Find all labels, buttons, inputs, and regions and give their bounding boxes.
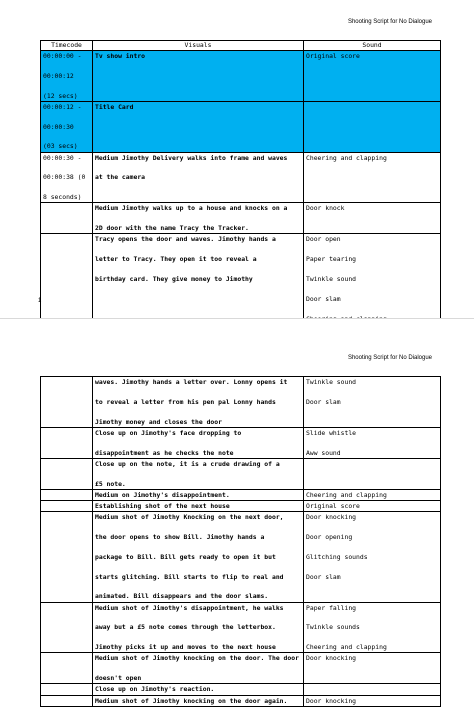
table-row	[41, 101, 441, 152]
table-row	[41, 489, 441, 500]
sound-cell	[304, 653, 441, 684]
visuals-cell	[93, 653, 304, 684]
visuals-cell	[93, 427, 304, 458]
visuals-cell	[93, 512, 304, 602]
cell-line: at the camera	[95, 173, 146, 182]
table-row	[41, 51, 441, 102]
cell-line: Door opening	[306, 533, 353, 541]
table-row	[41, 427, 441, 458]
cell-line: Tracy opens the door and waves. Jimothy hands a	[95, 235, 276, 244]
cell-line	[43, 183, 90, 193]
cell-line: (12 secs)	[43, 91, 78, 100]
cell-line	[95, 214, 301, 224]
timecode-cell	[41, 152, 93, 203]
visuals-cell	[93, 458, 304, 489]
cell-line: animated. Bill disappears and the door slams.	[95, 592, 269, 601]
cell-line: Door open	[306, 235, 341, 244]
timecode-cell	[41, 377, 93, 428]
sound-cell	[304, 684, 441, 695]
table-row	[41, 684, 441, 695]
cell-line: Slide whistle	[306, 428, 357, 437]
cell-line	[306, 613, 438, 623]
cell-line: £5 note.	[95, 479, 126, 488]
table-header-row	[41, 41, 441, 51]
sound-cell	[304, 427, 441, 458]
visuals-cell	[93, 377, 304, 428]
cell-line: package to Bill. Bill gets ready to open it but	[95, 552, 276, 561]
cell-line: 00:00:38 (0	[43, 173, 86, 182]
cell-line: Door knocking	[306, 654, 357, 663]
cell-line: Door slam	[306, 572, 341, 581]
cell-line: Paper tearing	[306, 255, 357, 264]
cell-line: Door knocking	[306, 696, 357, 705]
cell-line	[95, 264, 301, 274]
table-body	[41, 51, 441, 356]
visuals-cell	[93, 152, 304, 203]
cell-line: Medium shot of Jimothy Knocking on the next door,	[95, 513, 284, 522]
cell-line: Title Card	[95, 102, 134, 111]
visuals-cell	[93, 695, 304, 706]
timecode-cell	[41, 684, 93, 695]
cell-line: (03 secs)	[43, 142, 78, 151]
cell-line	[306, 387, 438, 397]
cell-line	[306, 304, 438, 314]
sound-cell	[304, 203, 441, 234]
table-body	[41, 377, 441, 707]
cell-line	[43, 132, 90, 142]
cell-line	[95, 469, 301, 479]
cell-line: Door slam	[306, 397, 341, 406]
cell-line: Establishing shot of the next house	[95, 502, 230, 510]
page-header: Shooting Script for No Dialogue	[347, 19, 432, 25]
cell-line: birthday card. They give money to Jimothy	[95, 274, 253, 283]
visuals-cell	[93, 501, 304, 512]
sound-cell	[304, 501, 441, 512]
cell-line	[95, 438, 301, 448]
page-1	[0, 0, 474, 318]
cell-line	[95, 542, 301, 552]
table-row	[41, 602, 441, 653]
cell-line	[306, 438, 438, 448]
cell-line: Close up on Jimothy's reaction.	[95, 685, 215, 694]
cell-line: doesn't open	[95, 674, 142, 683]
timecode-cell	[41, 695, 93, 706]
cell-line: away but a £5 note comes through the letterbox.	[95, 623, 276, 632]
cell-line: Paper falling	[306, 603, 357, 612]
cell-line: 2D door with the name Tracy the Tracker.	[95, 224, 249, 233]
cell-line	[43, 112, 90, 122]
cell-line: the door opens to show Bill. Jimothy hands a	[95, 533, 265, 541]
cell-line: Cheering and clapping	[306, 490, 387, 499]
sound-cell	[304, 489, 441, 500]
cell-line	[95, 613, 301, 623]
sound-cell	[304, 458, 441, 489]
cell-line: 00:00:12 -	[43, 102, 82, 111]
cell-line: 00:00:12	[43, 71, 74, 80]
cell-line: Jimothy picks it up and moves to the next house	[95, 643, 276, 652]
cell-line: Aww sound	[306, 448, 341, 457]
cell-line	[306, 633, 438, 643]
cell-line: starts glitching. Bill starts to flip to real and	[95, 572, 284, 581]
table-row	[41, 501, 441, 512]
cell-line	[306, 522, 438, 532]
cell-line: Medium shot of Jimothy knocking on the door. The door	[95, 654, 299, 663]
page-header: Shooting Script for No Dialogue	[347, 355, 432, 361]
cell-line	[95, 582, 301, 592]
visuals-cell	[93, 203, 304, 234]
cell-line: to reveal a letter from his pen pal Lonny hands	[95, 397, 276, 406]
cell-line	[95, 387, 301, 397]
timecode-cell	[41, 101, 93, 152]
table-row	[41, 695, 441, 706]
table-row	[41, 512, 441, 602]
cell-line: Cheering and clapping	[306, 153, 387, 162]
cell-line	[306, 284, 438, 294]
timecode-cell	[41, 427, 93, 458]
cell-line: Tv show intro	[95, 52, 146, 60]
cell-line: Close up on the note, it is a crude drawing of a	[95, 459, 280, 468]
cell-line: 00:00:00 -	[43, 52, 82, 60]
cell-line: Medium Jimothy Delivery walks into frame and waves	[95, 153, 288, 162]
visuals-cell	[93, 101, 304, 152]
sound-cell	[304, 377, 441, 428]
cell-line	[306, 245, 438, 255]
shooting-script-table	[40, 40, 441, 356]
cell-line: Original score	[306, 52, 360, 60]
timecode-cell	[41, 234, 93, 324]
cell-line: Medium Jimothy walks up to a house and knocks on a	[95, 204, 288, 213]
timecode-cell	[41, 203, 93, 234]
timecode-cell	[41, 489, 93, 500]
cell-line	[306, 542, 438, 552]
cell-line: Medium on Jimothy's disappointment.	[95, 490, 230, 499]
cell-line: letter to Tracy. They open it too reveal a	[95, 255, 257, 264]
visuals-cell	[93, 684, 304, 695]
cell-line: Medium shot of Jimothy knocking on the door again.	[95, 696, 288, 705]
cell-line	[95, 407, 301, 417]
page-number: 1	[38, 298, 42, 304]
cell-line	[306, 562, 438, 572]
visuals-cell	[93, 602, 304, 653]
cell-line: Twinkle sound	[306, 274, 357, 283]
cell-line: waves. Jimothy hands a letter over. Lonny opens it	[95, 378, 288, 386]
sound-cell	[304, 512, 441, 602]
cell-line	[95, 633, 301, 643]
cell-line: Medium shot of Jimothy's disappointment, he walks	[95, 603, 284, 612]
table-row	[41, 234, 441, 324]
cell-line: Door knock	[306, 204, 345, 213]
cell-line: Door slam	[306, 294, 341, 303]
cell-line: Twinkle sounds	[306, 623, 360, 632]
timecode-cell	[41, 602, 93, 653]
sound-cell	[304, 101, 441, 152]
cell-line: disappointment as he checks the note	[95, 448, 234, 457]
cell-line	[43, 61, 90, 71]
cell-line: Original score	[306, 502, 360, 510]
cell-line	[306, 264, 438, 274]
table-row	[41, 653, 441, 684]
cell-line: Twinkle sound	[306, 378, 357, 386]
timecode-header: Timecode	[41, 41, 93, 51]
cell-line: Close up on Jimothy's face dropping to	[95, 428, 242, 437]
timecode-cell	[41, 458, 93, 489]
visuals-cell	[93, 489, 304, 500]
cell-line: Cheering and clapping	[306, 643, 387, 652]
cell-line: 00:00:30	[43, 122, 74, 131]
sound-header: Sound	[304, 41, 441, 51]
visuals-cell	[93, 51, 304, 102]
sound-cell	[304, 152, 441, 203]
timecode-cell	[41, 512, 93, 602]
cell-line	[43, 81, 90, 91]
table-row	[41, 152, 441, 203]
page-2	[0, 318, 474, 705]
timecode-cell	[41, 501, 93, 512]
cell-line: Door knocking	[306, 513, 357, 522]
cell-line	[95, 522, 301, 532]
sound-cell	[304, 234, 441, 324]
visuals-header: Visuals	[93, 41, 304, 51]
cell-line	[43, 163, 90, 173]
cell-line	[95, 163, 301, 173]
table-row	[41, 377, 441, 428]
timecode-cell	[41, 51, 93, 102]
table-row	[41, 203, 441, 234]
sound-cell	[304, 51, 441, 102]
shooting-script-table	[40, 376, 441, 707]
sound-cell	[304, 602, 441, 653]
cell-line	[95, 245, 301, 255]
table-row	[41, 458, 441, 489]
cell-line: 00:00:30 -	[43, 153, 82, 162]
sound-cell	[304, 695, 441, 706]
cell-line: Jimothy money and closes the door	[95, 417, 222, 426]
cell-line: 8 seconds)	[43, 193, 82, 202]
cell-line	[95, 562, 301, 572]
cell-line	[95, 664, 301, 674]
visuals-cell	[93, 234, 304, 324]
cell-line: Glitching sounds	[306, 552, 368, 561]
timecode-cell	[41, 653, 93, 684]
